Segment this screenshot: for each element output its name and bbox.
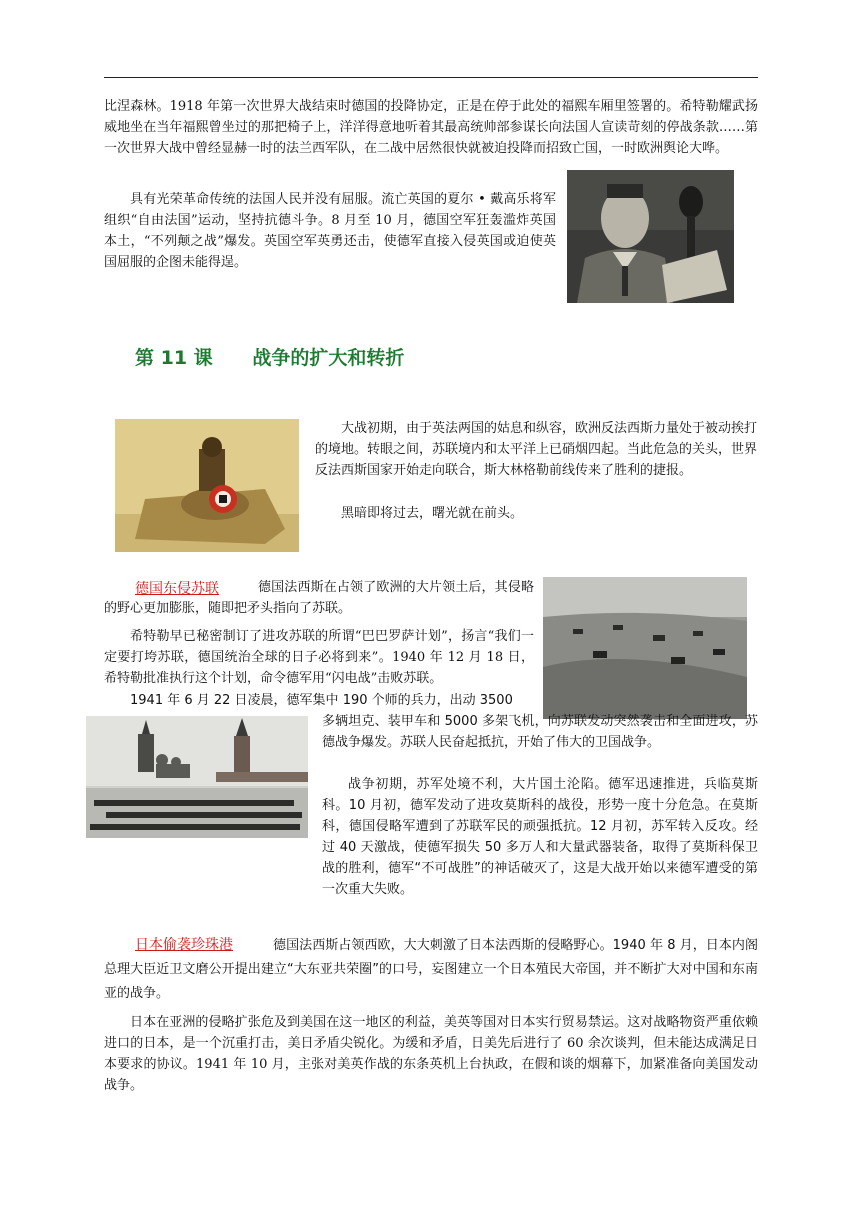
section-heading-pearl-harbor: 日本偷袭珍珠港 [135, 937, 233, 953]
red-square-parade-photo [86, 716, 308, 838]
lesson-lead-1: 大战初期，由于英法两国的姑息和纵容，欧洲反法西斯力量处于被动挨打的境地。转眼之间，苏联境内和太平洋上已硝烟四起。当此危急的关头，世界反法西斯国家开始走向联合，斯大林格勒前线传来了胜利的捷报。 [315, 421, 758, 478]
section1-paragraph-1: 德国法西斯在占领了欧洲的大片领土后，其侵略的野心更加膨胀，随即把矛头指向了苏联。 [104, 580, 534, 616]
section2-paragraph-2: 日本在亚洲的侵略扩张危及到美国在这一地区的利益，美英等国对日本实行贸易禁运。这对战略物资严重依赖进口的日本，是一个沉重打击，美日矛盾尖锐化。为缓和矛盾，日美先后进行了 60 余次谈判，但未能达成满足日本要求的协议。1941 年 10 月，主张对美英作战的东条英机上台执政，在假和谈的烟幕下，加紧准备向美国发动战争。 [104, 1015, 758, 1093]
de-gaulle-photo [567, 170, 734, 303]
section2-paragraph-1: 德国法西斯占领西欧，大大刺激了日本法西斯的侵略野心。1940 年 8 月，日本内阁总理大臣近卫文磨公开提出建立“大东亚共荣圈”的口号，妄图建立一个日本殖民大帝国，并不断扩大对中国和东南亚的战争。 [104, 938, 758, 1001]
section1-paragraph-2: 希特勒早已秘密制订了进攻苏联的所谓“巴巴罗萨计划”，扬言“我们一定要打垮苏联，德国统治全球的日子必将到来”。1940 年 12 月 18 日，希特勒批准执行这个计划，命令德军用“闪电战”击败苏联。 [104, 629, 534, 686]
section-heading-germany-invades-ussr: 德国东侵苏联 [135, 581, 219, 597]
intro-paragraph-2: 具有光荣革命传统的法国人民并没有屈服。流亡英国的夏尔 • 戴高乐将军组织“自由法国”运动，坚持抗德斗争。8 月至 10 月，德国空军狂轰滥炸英国本土，“不列颠之战”爆发。英国空军英勇还击，使德军直接入侵英国或迫使英国屈服的企图未能得逞。 [104, 192, 556, 270]
section1-paragraph-4-top: 战争初期，苏军处境不利，大片国土沦陷。德军迅速推进，兵临莫斯科。10 月初，德军发动了进攻莫斯科的战役，形势一度十分危急。在莫斯科，德国侵略军遭到了苏联军民的顽强抵抗。12 月初，苏军转入反攻。经过 40 天激战，使德军损失 50 多万人和大量武器装备，取得了莫斯科保卫战的胜利，德军“不可战胜”的神话破灭了，这是大战开始以来德军遭受的第一次重大失败。 [322, 777, 758, 897]
header-rule [104, 77, 758, 78]
intro-paragraph-1: 比涅森林。1918 年第一次世界大战结束时德国的投降协定，正是在停于此处的福熙车厢里签署的。希特勒耀武扬威地坐在当年福熙曾坐过的那把椅子上，洋洋得意地听着其最高统帅部参谋长向法国人宣读苛刻的停战条款……第一次世界大战中曾经显赫一时的法兰西军队，在二战中居然很快就被迫投降而招致亡国，一时欧洲舆论大哗。 [104, 99, 758, 156]
section1-paragraph-3a: 1941 年 6 月 22 日凌晨，德军集中 190 个师的兵力，出动 3500 [130, 693, 513, 708]
section1-paragraph-3b: 多辆坦克、装甲车和 5000 多架飞机，向苏联发动突然袭击和全面进攻，苏德战争爆发。苏联人民奋起抵抗，开始了伟大的卫国战争。 [322, 714, 758, 750]
lesson-title: 第 11 课 战争的扩大和转折 [135, 347, 405, 369]
lesson-lead-2: 黑暗即将过去，曙光就在前头。 [341, 506, 524, 521]
battlefield-tanks-photo [543, 577, 747, 719]
tank-photo [115, 419, 299, 552]
